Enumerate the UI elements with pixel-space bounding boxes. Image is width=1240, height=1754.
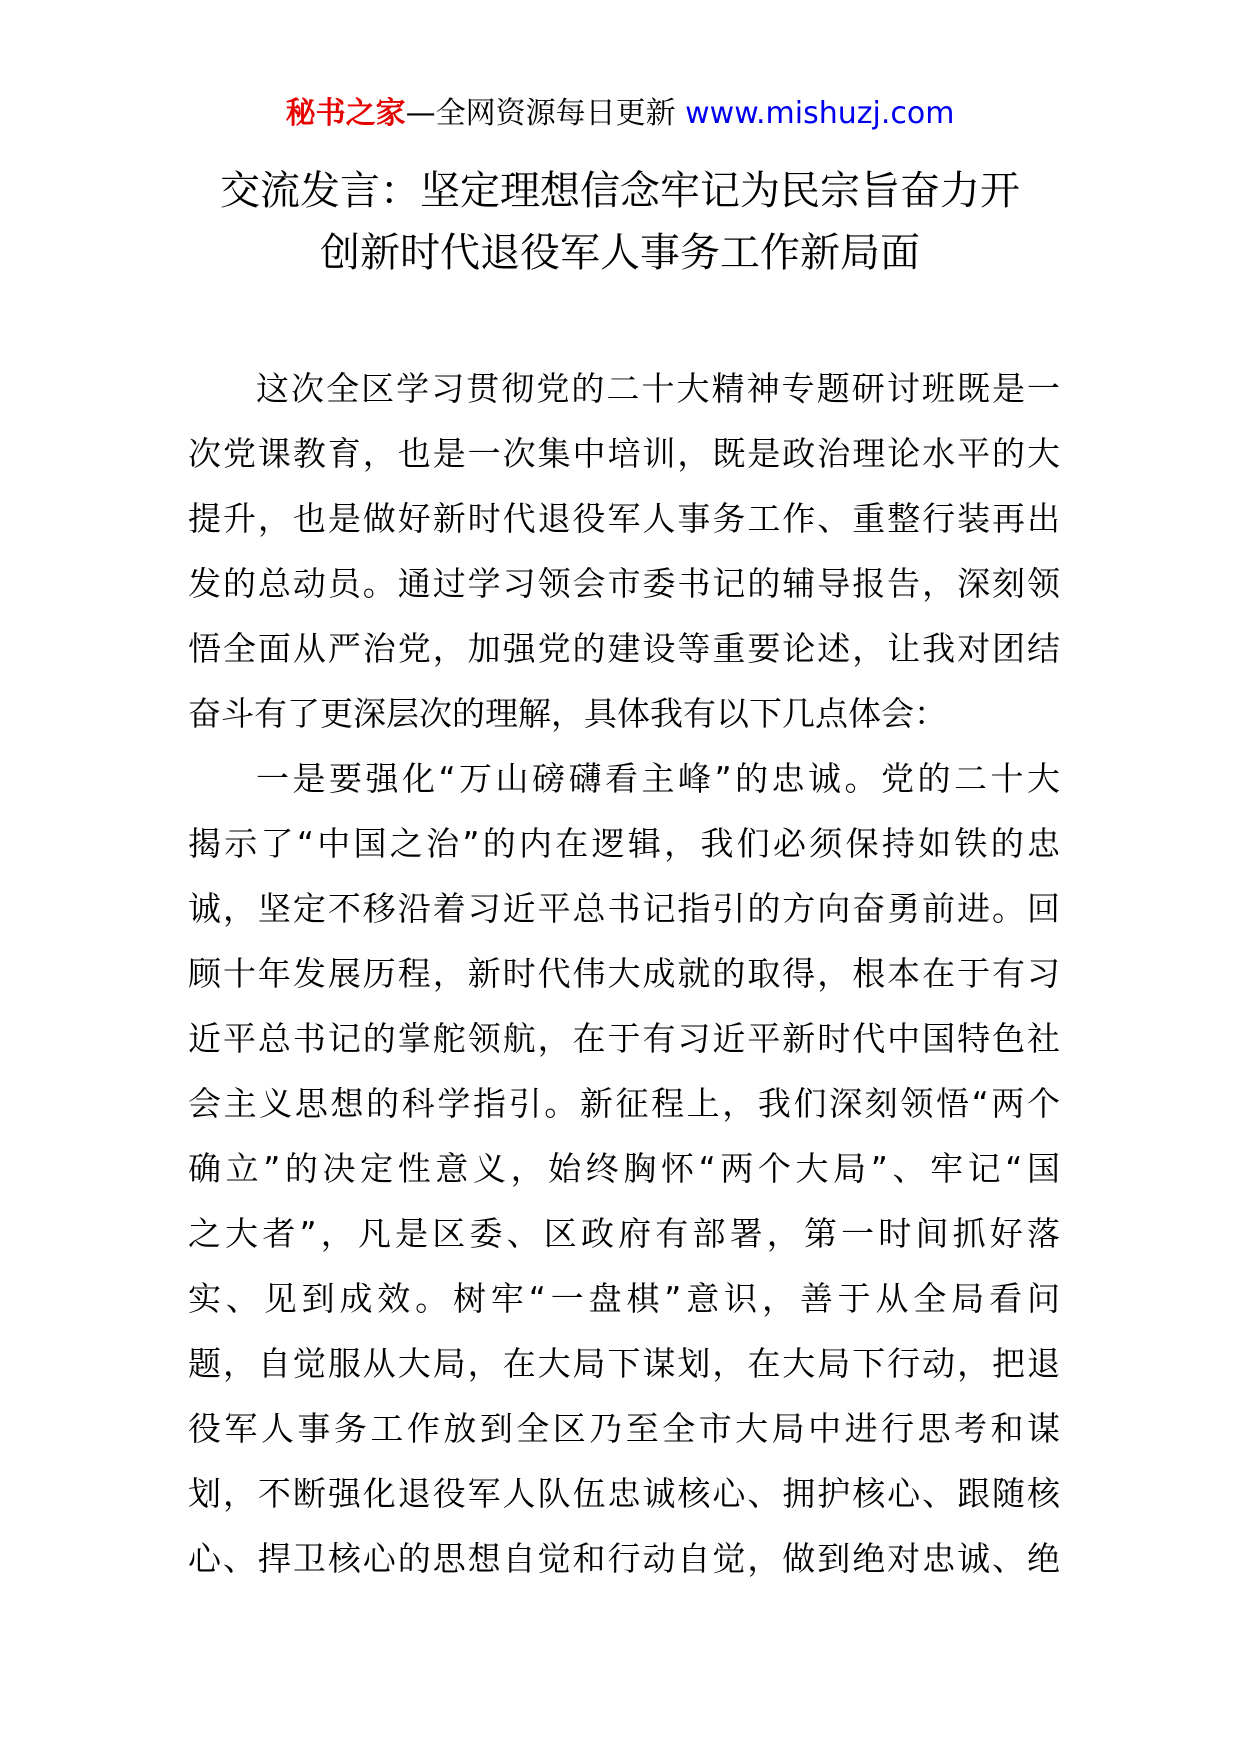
paragraph-line: 题，自觉服从大局，在大局下谋划，在大局下行动，把退 [188, 1344, 1060, 1383]
paragraph-line: 役军人事务工作放到全区乃至全市大局中进行思考和谋 [188, 1409, 1060, 1448]
paragraph-line: 划，不断强化退役军人队伍忠诚核心、拥护核心、跟随核 [188, 1474, 1060, 1513]
paragraph-line: 发的总动员。通过学习领会市委书记的辅导报告，深刻领 [188, 564, 1060, 603]
paragraph-line: 悟全面从严治党，加强党的建设等重要论述，让我对团结 [188, 629, 1060, 668]
paragraph-line: 近平总书记的掌舵领航，在于有习近平新时代中国特色社 [188, 1019, 1060, 1058]
paragraph-line: 确立”的决定性意义，始终胸怀“两个大局”、牢记“国 [188, 1149, 1060, 1188]
paragraph-line: 提升，也是做好新时代退役军人事务工作、重整行装再出 [188, 499, 1060, 538]
brand-name: 秘书之家 [285, 96, 406, 131]
document-body [188, 356, 1060, 1591]
title-line: 交流发言：坚定理想信念牢记为民宗旨奋力开 [220, 168, 1020, 214]
paragraph-line: 会主义思想的科学指引。新征程上，我们深刻领悟“两个 [188, 1084, 1060, 1123]
paragraph-line: 这次全区学习贯彻党的二十大精神专题研讨班既是一 [256, 369, 1060, 408]
site-header [0, 94, 1240, 134]
paragraph-line: 一是要强化“万山磅礴看主峰”的忠诚。党的二十大 [256, 759, 1060, 798]
paragraph-line: 揭示了“中国之治”的内在逻辑，我们必须保持如铁的忠 [188, 824, 1060, 863]
document-title [150, 160, 1090, 284]
paragraph-line: 次党课教育，也是一次集中培训，既是政治理论水平的大 [188, 434, 1060, 473]
title-line: 创新时代退役军人事务工作新局面 [320, 230, 920, 276]
paragraph-line: 之大者”，凡是区委、区政府有部署，第一时间抓好落 [188, 1214, 1060, 1253]
paragraph-line: 诚，坚定不移沿着习近平总书记指引的方向奋勇前进。回 [188, 889, 1060, 928]
site-url[interactable]: www.mishuzj.com [685, 96, 955, 131]
paragraph-line: 奋斗有了更深层次的理解，具体我有以下几点体会： [188, 694, 947, 733]
header-tagline: —全网资源每日更新 [405, 96, 686, 131]
paragraph-line: 顾十年发展历程，新时代伟大成就的取得，根本在于有习 [188, 954, 1060, 993]
paragraph-line: 心、捍卫核心的思想自觉和行动自觉，做到绝对忠诚、绝 [188, 1539, 1060, 1578]
paragraph-line: 实、见到成效。树牢“一盘棋”意识，善于从全局看问 [188, 1279, 1060, 1318]
